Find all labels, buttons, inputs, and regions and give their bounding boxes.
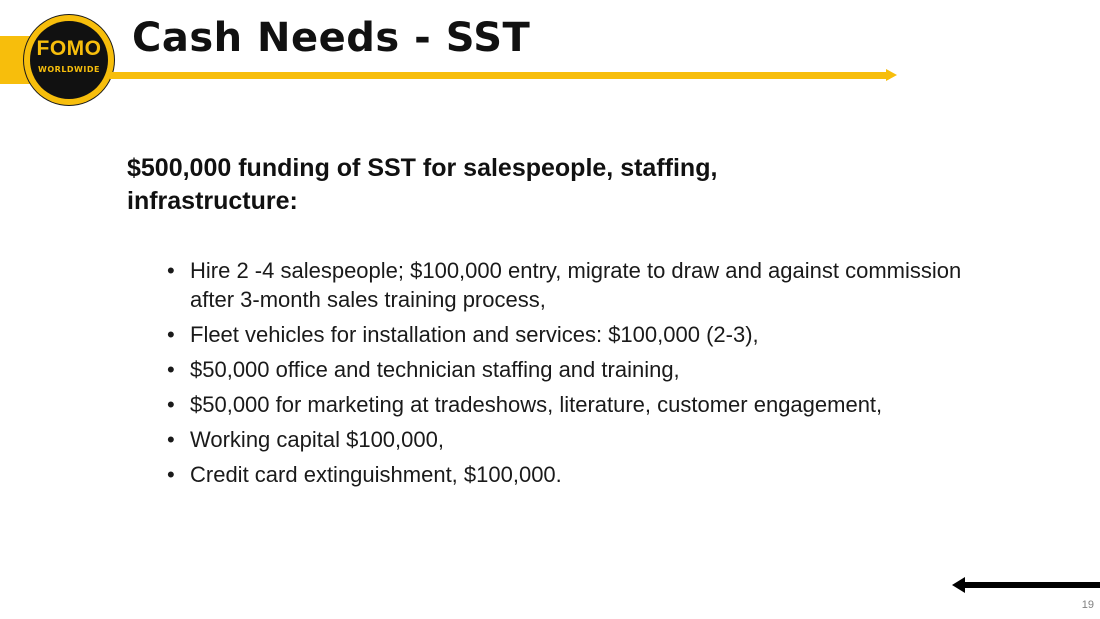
bullet-text: Hire 2 -4 salespeople; $100,000 entry, migrate to draw and against commission after 3-month sales training process,	[190, 258, 962, 312]
bullet-text: Fleet vehicles for installation and services: $100,000 (2-3),	[190, 322, 759, 347]
bullet-marker: •	[167, 392, 175, 417]
logo-top-text: FOMO	[36, 37, 102, 60]
bullet-item	[167, 320, 967, 349]
bullet-item	[167, 460, 967, 489]
bullet-marker: •	[167, 322, 175, 347]
fomo-worldwide-logo	[24, 15, 114, 105]
bullet-marker: •	[167, 462, 175, 487]
logo-badge	[30, 21, 108, 99]
bullet-item	[167, 425, 967, 454]
bullet-item	[167, 390, 967, 419]
bullet-item	[167, 256, 967, 314]
bullet-item	[167, 355, 967, 384]
bullet-text: $50,000 for marketing at tradeshows, literature, customer engagement,	[190, 392, 883, 417]
bullet-marker: •	[167, 357, 175, 382]
bullet-text: Working capital $100,000,	[190, 427, 444, 452]
page-number: 19	[1081, 599, 1094, 611]
slide-title: Cash Needs - SST	[132, 15, 531, 61]
title-underline-rule	[110, 72, 890, 79]
bullet-marker: •	[167, 427, 175, 452]
arrow-left-icon[interactable]	[952, 576, 1100, 594]
slide-heading: $500,000 funding of SST for salespeople, staffing, infrastructure:	[127, 154, 718, 215]
bullet-marker: •	[167, 258, 175, 283]
title-underline-arrowhead	[886, 69, 897, 81]
bullet-list	[167, 256, 967, 495]
bullet-text: Credit card extinguishment, $100,000.	[190, 462, 562, 487]
logo-bottom-text: WORLDWIDE	[38, 65, 100, 74]
bullet-text: $50,000 office and technician staffing and training,	[190, 357, 680, 382]
